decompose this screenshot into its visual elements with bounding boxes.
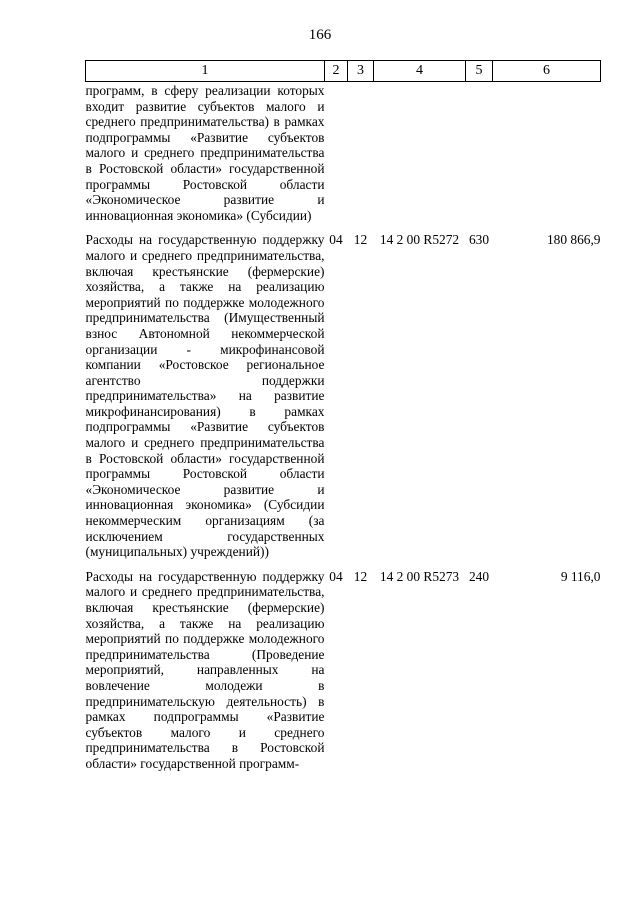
row-description: программ, в сферу реализации которых входит развитие субъектов малого и среднего предпринимательства) в рамках подпрограммы «Развитие субъектов малого и среднего предпринимательства в Ростовской области» государственной программы Ростовской области «Экономическое развитие и инновационная экономика» (Субсидии) [85,83,325,223]
table-row [86,223,601,559]
row-expense-type: 630 [468,232,490,248]
row-amount: 180 866,9 [546,232,601,248]
column-header-1: 1 [86,61,325,82]
row-amount [493,82,601,224]
row-target-article: 14 2 00 R5273 [379,568,460,584]
row-description: Расходы на государственную поддержку малого и среднего предпринимательства, включая крестьянские (фермерские) хозяйства, а также на реализацию мероприятий по поддержке молодежного предпринимательства (Имущественный взнос Автономной некоммерческой организации - микрофинансовой компании «Ростовское региональное агентство поддержки предпринимательства» на развитие микрофинансирования) в рамках подпрограммы «Развитие субъектов малого и среднего предпринимательства в Ростовской области» государственной программы Ростовской области «Экономическое развитие и инновационная экономика» (Субсидии некоммерческим организациям (за исключением государственных (муниципальных) учреждений)) [85,232,325,560]
row-expense-type: 240 [468,568,490,584]
row-section-code [325,82,348,224]
column-header-6: 6 [493,61,601,82]
row-section-code: 04 [329,232,343,248]
column-header-4: 4 [374,61,466,82]
row-amount: 9 116,0 [560,568,601,584]
row-subsection-code [348,82,374,224]
table-header-row [86,61,601,82]
budget-table [85,60,601,772]
row-subsection-code: 12 [353,568,368,584]
page-number: 166 [308,27,332,43]
row-target-article: 14 2 00 R5272 [379,232,460,248]
row-expense-type [466,82,493,224]
column-header-3: 3 [348,61,374,82]
column-header-2: 2 [325,61,348,82]
table-row [86,82,601,224]
row-subsection-code: 12 [353,232,368,248]
row-target-article [374,82,466,224]
column-header-5: 5 [466,61,493,82]
row-section-code: 04 [329,568,343,584]
row-description: Расходы на государственную поддержку малого и среднего предпринимательства, включая крестьянские (фермерские) хозяйства, а также на реализацию мероприятий по поддержке молодежного предпринимательства (Проведение мероприятий, направленных на вовлечение молодежи в предпринимательскую деятельность) в рамках подпрограммы «Развитие субъектов малого и среднего предпринимательства в Ростовской области» государственной программ- [85,568,325,771]
table-row [86,560,601,772]
